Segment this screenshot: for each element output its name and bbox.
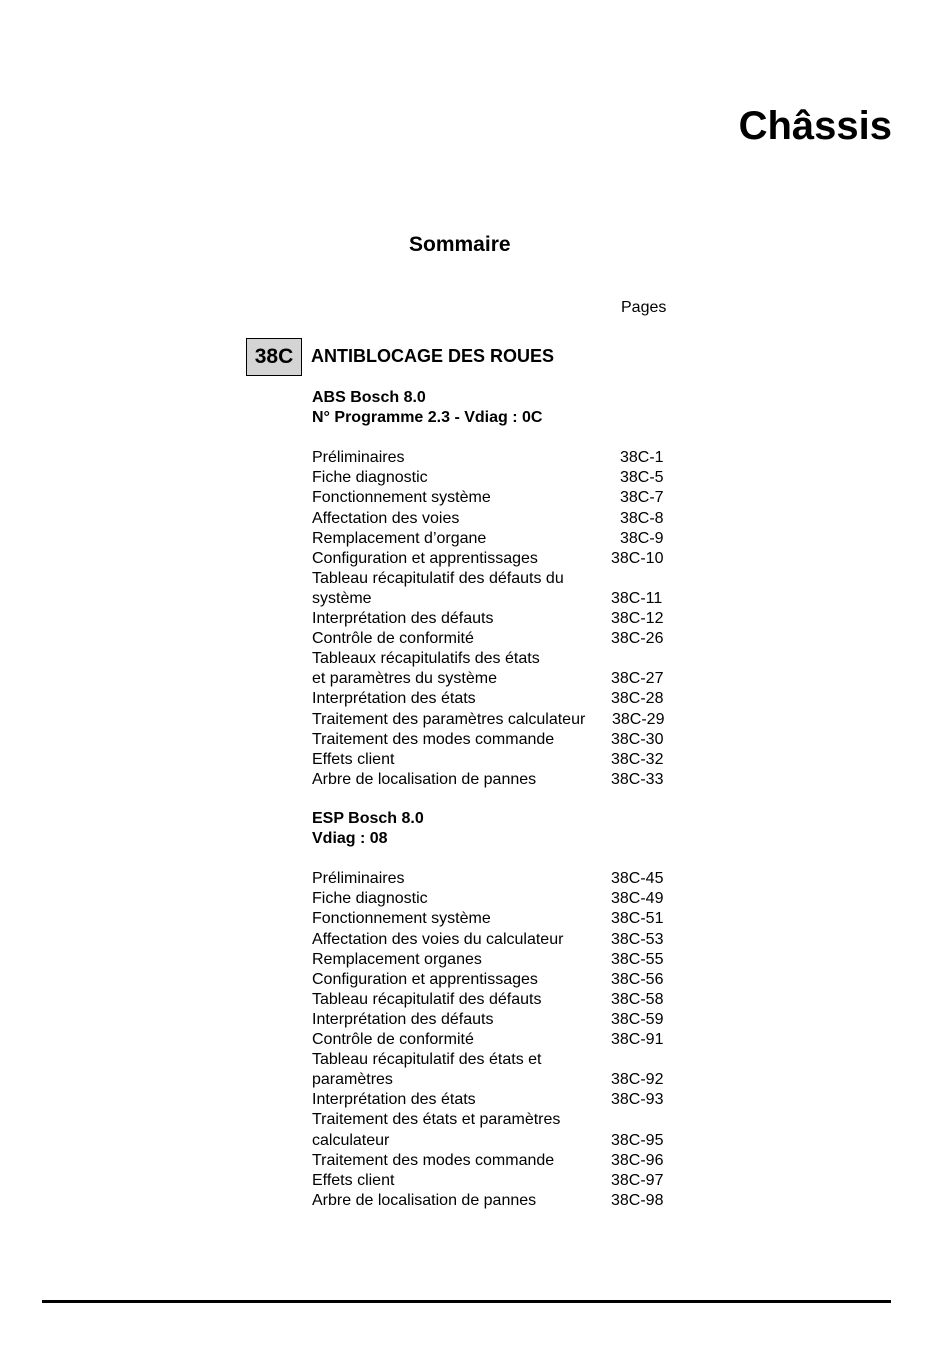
toc-entry-label: Effets client [312, 750, 395, 768]
toc-entry-page: 38C-56 [611, 970, 664, 988]
toc-entry-label-continued: système [312, 589, 372, 607]
toc-entry-page: 38C-11 [611, 589, 663, 607]
toc-entry-label: Effets client [312, 1171, 395, 1189]
toc-entry-label: Contrôle de conformité [312, 630, 474, 648]
toc-entry-page: 38C-7 [620, 489, 664, 507]
toc-entry-label: Fiche diagnostic [312, 890, 428, 908]
toc-entry[interactable] [312, 930, 672, 950]
toc-entry-label: Contrôle de conformité [312, 1031, 474, 1049]
toc-entry-page: 38C-55 [611, 950, 664, 968]
toc-entry-page: 38C-59 [611, 1010, 664, 1028]
toc-entry-page: 38C-51 [611, 910, 664, 928]
toc-entry[interactable] [312, 750, 672, 770]
toc-entry[interactable] [312, 710, 672, 730]
toc-entry-page: 38C-92 [611, 1071, 664, 1089]
toc-entry-label: Traitement des paramètres calculateur [312, 710, 586, 728]
toc-entry-label: Interprétation des défauts [312, 610, 494, 628]
toc-entry-page: 38C-93 [611, 1091, 664, 1109]
toc-entry-line-2[interactable] [312, 1131, 672, 1151]
esp-subheading: Vdiag : 08 [312, 830, 388, 848]
toc-entry-line-1[interactable] [312, 1050, 672, 1070]
toc-entry-page: 38C-98 [611, 1191, 664, 1209]
toc-entry[interactable] [312, 488, 672, 508]
toc-entry-page: 38C-27 [611, 670, 664, 688]
toc-entry-label: Préliminaires [312, 870, 405, 888]
toc-entry-page: 38C-96 [611, 1151, 664, 1169]
toc-entry[interactable] [312, 909, 672, 929]
toc-entry-page: 38C-53 [611, 930, 664, 948]
toc-entry-label: Préliminaires [312, 449, 405, 467]
toc-entry-label: Configuration et apprentissages [312, 549, 538, 567]
toc-entry[interactable] [312, 889, 672, 909]
toc-entry-label: Interprétation des états [312, 1091, 476, 1109]
toc-entry-label: Interprétation des états [312, 690, 476, 708]
toc-entry-label: Traitement des modes commande [312, 730, 555, 748]
toc-entry[interactable] [312, 990, 672, 1010]
toc-entry-label: Tableaux récapitulatifs des états [312, 650, 540, 668]
summary-title: Sommaire [409, 233, 511, 256]
toc-entry[interactable] [312, 1151, 672, 1171]
section-code-badge: 38C [246, 338, 302, 376]
toc-entry-page: 38C-45 [611, 870, 664, 888]
toc-entry[interactable] [312, 448, 672, 468]
esp-block [312, 809, 672, 1211]
toc-entry-line-2[interactable] [312, 589, 672, 609]
toc-entry[interactable] [312, 730, 672, 750]
toc-entry-label: Fonctionnement système [312, 910, 491, 928]
toc-entry[interactable] [312, 770, 672, 790]
toc-entry[interactable] [312, 529, 672, 549]
toc-entry-page: 38C-33 [611, 770, 664, 788]
toc-entry[interactable] [312, 1090, 672, 1110]
pages-column-label: Pages [621, 299, 667, 316]
toc-entry-label: Arbre de localisation de pannes [312, 770, 537, 788]
toc-entry[interactable] [312, 468, 672, 488]
toc-entry-label: Traitement des modes commande [312, 1151, 555, 1169]
toc-entry-page: 38C-1 [620, 449, 664, 467]
toc-entry[interactable] [312, 549, 672, 569]
toc-entry-page: 38C-91 [611, 1031, 664, 1049]
toc-entry-page: 38C-29 [612, 710, 665, 728]
toc-entry-label: Tableau récapitulatif des défauts [312, 990, 542, 1008]
section-title: ANTIBLOCAGE DES ROUES [311, 346, 555, 366]
toc-entry-page: 38C-32 [611, 750, 664, 768]
toc-entry[interactable] [312, 950, 672, 970]
toc-entry-page: 38C-30 [611, 730, 664, 748]
toc-entry-page: 38C-28 [611, 690, 664, 708]
toc-entry-label: Arbre de localisation de pannes [312, 1191, 537, 1209]
toc-entry-label: Configuration et apprentissages [312, 970, 538, 988]
abs-subheading: N° Programme 2.3 - Vdiag : 0C [312, 409, 543, 427]
page-title: Châssis [738, 104, 892, 148]
toc-entry[interactable] [312, 1030, 672, 1050]
abs-heading: ABS Bosch 8.0 [312, 389, 426, 406]
toc-entry-page: 38C-97 [611, 1171, 664, 1189]
toc-entry-line-2[interactable] [312, 1070, 672, 1090]
toc-entry[interactable] [312, 629, 672, 649]
toc-entry-label: Fiche diagnostic [312, 469, 428, 487]
toc-entry-line-1[interactable] [312, 649, 672, 669]
toc-entry[interactable] [312, 1171, 672, 1191]
toc-entry-page: 38C-12 [611, 610, 664, 628]
toc-entry-label-continued: paramètres [312, 1071, 393, 1089]
toc-entry-label: Tableau récapitulatif des états et [312, 1051, 542, 1069]
esp-heading: ESP Bosch 8.0 [312, 810, 424, 827]
toc-entry[interactable] [312, 689, 672, 709]
toc-entry[interactable] [312, 1010, 672, 1030]
toc-entry-label: Traitement des états et paramètres [312, 1111, 561, 1129]
toc-entry-page: 38C-58 [611, 990, 664, 1008]
toc-entry-label: Interprétation des défauts [312, 1010, 494, 1028]
toc-entry-label: Remplacement organes [312, 950, 482, 968]
toc-entry-page: 38C-9 [620, 529, 664, 547]
toc-entry-label: Fonctionnement système [312, 489, 491, 507]
toc-entry-label-continued: calculateur [312, 1131, 390, 1149]
toc-entry-line-2[interactable] [312, 669, 672, 689]
toc-entry-page: 38C-5 [620, 469, 664, 487]
toc-entry[interactable] [312, 869, 672, 889]
toc-entry[interactable] [312, 509, 672, 529]
toc-entry-label: Affectation des voies du calculateur [312, 930, 564, 948]
toc-entry-page: 38C-26 [611, 630, 664, 648]
toc-entry[interactable] [312, 1191, 672, 1211]
toc-entry-page: 38C-8 [620, 509, 664, 527]
toc-entry-page: 38C-49 [611, 890, 664, 908]
toc-entry-label-continued: et paramètres du système [312, 670, 497, 688]
footer-divider [42, 1300, 891, 1303]
toc-entry-line-1[interactable] [312, 1110, 672, 1130]
toc-entry[interactable] [312, 970, 672, 990]
abs-block [312, 388, 672, 790]
toc-entry-label: Remplacement d’organe [312, 529, 487, 547]
toc-entry-page: 38C-10 [611, 549, 664, 567]
toc-entry-line-1[interactable] [312, 569, 672, 589]
toc-entry-label: Affectation des voies [312, 509, 460, 527]
toc-entry-page: 38C-95 [611, 1131, 664, 1149]
toc-entry-label: Tableau récapitulatif des défauts du [312, 569, 564, 587]
toc-entry[interactable] [312, 609, 672, 629]
